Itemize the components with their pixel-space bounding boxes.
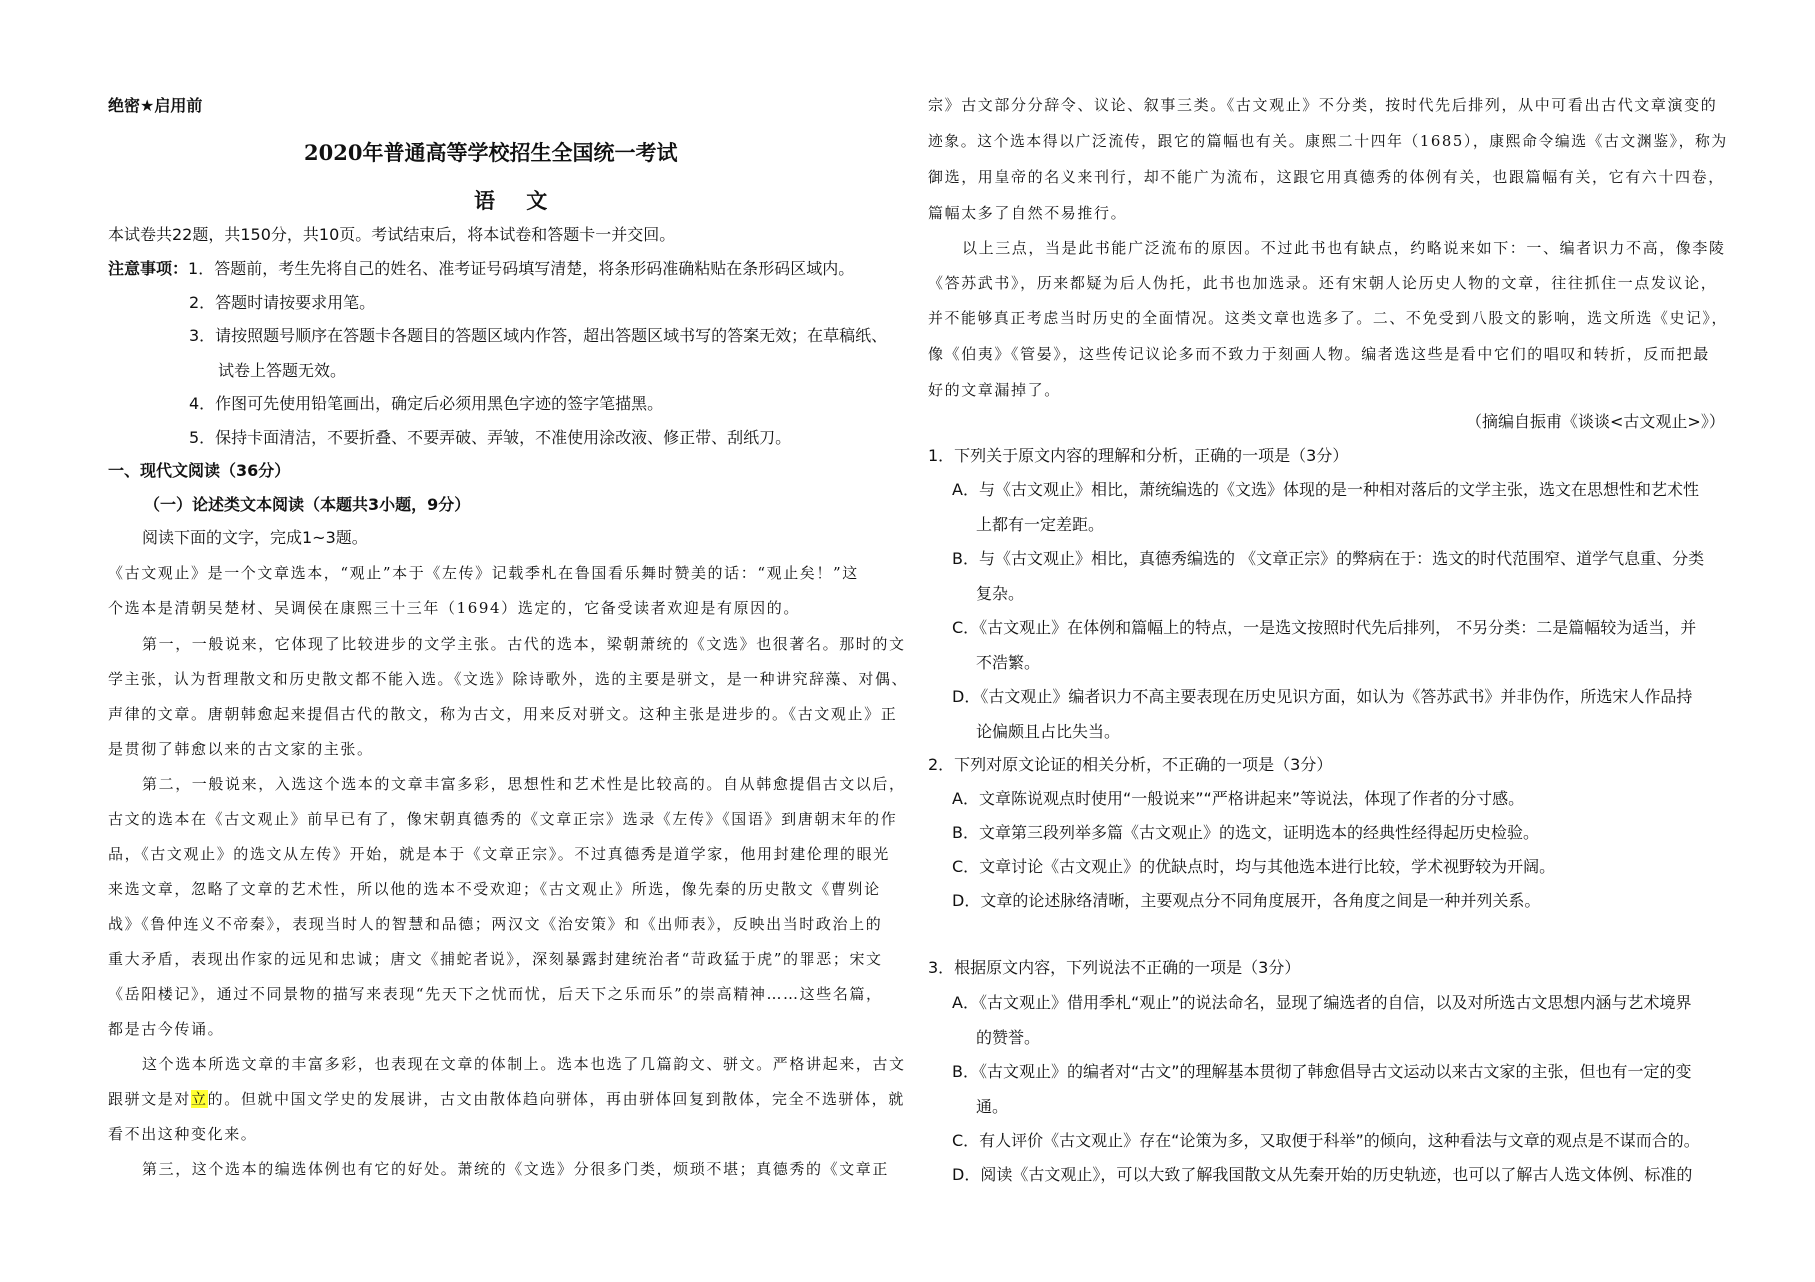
passage-line: 好的文章漏掉了。: [928, 381, 1061, 399]
passage-line: 这个选本所选文章的丰富多彩，也表现在文章的体制上。选本也选了几篇韵文、骈文。严格讲起来，古文: [142, 1055, 906, 1073]
q3-option-b-cont: 通。: [976, 1097, 1009, 1116]
q1-option-c-cont: 不浩繁。: [976, 653, 1041, 672]
question-2: 2．下列对原文论证的相关分析，不正确的一项是（3分）: [928, 755, 1333, 774]
note-1: 1．答题前，考生先将自己的姓名、准考证号码填写清楚，将条形码准确粘贴在条形码区域内。: [188, 259, 855, 278]
passage-text: 跟骈文是对: [108, 1090, 192, 1108]
q1-option-a: A．与《古文观止》相比，萧统编选的《文选》体现的是一种相对落后的文学主张，选文在思想性和艺术性: [952, 480, 1699, 499]
q3-option-c: C．有人评价《古文观止》存在“论策为多，又取便于科举”的倾向，这种看法与文章的观点是不谋而合的。: [952, 1131, 1700, 1150]
passage-line: 个选本是清朝吴楚材、吴调侯在康熙三十三年（1694）选定的，它备受读者欢迎是有原因的。: [108, 599, 800, 617]
q3-option-a-cont: 的赞誉。: [976, 1028, 1041, 1047]
passage-line: 战》《鲁仲连义不帝秦》，表现当时人的智慧和品德；两汉文《治安策》和《出师表》，反映出当时政治上的: [108, 915, 883, 933]
exam-title: 2020年普通高等学校招生全国统一考试: [304, 140, 678, 165]
passage-line: 像《伯夷》《管晏》，这些传记议论多而不致力于刻画人物。编者选这些是看中它们的唱叹和转折，反而把最: [928, 345, 1710, 363]
q3-option-d: D．阅读《古文观止》，可以大致了解我国散文从先秦开始的历史轨迹，也可以了解古人选文体例、标准的: [952, 1165, 1693, 1184]
passage-line: 以上三点，当是此书能广泛流布的原因。不过此书也有缺点，约略说来如下：一、编者识力不高，像李陵: [962, 239, 1726, 257]
q1-option-d-cont: 论偏颇且占比失当。: [976, 722, 1121, 741]
notes-line-1: [108, 259, 854, 279]
note-5: 5．保持卡面清洁，不要折叠、不要弄破、弄皱，不准使用涂改液、修正带、刮纸刀。: [189, 428, 792, 447]
exam-intro: 本试卷共22题，共150分，共10页。考试结束后，将本试卷和答题卡一并交回。: [108, 225, 676, 244]
passage-line: 是贯彻了韩愈以来的古文家的主张。: [108, 740, 374, 758]
q1-option-b-cont: 复杂。: [976, 584, 1025, 603]
passage-line: 并不能够真正考虑当时历史的全面情况。这类文章也选多了。二、不免受到八股文的影响，选文所选《史记》，: [928, 309, 1728, 327]
note-4: 4．作图可先使用铅笔画出，确定后必须用黑色字迹的签字笔描黑。: [189, 394, 664, 413]
passage-line: 《答苏武书》，历来都疑为后人伪托，此书也加选录。还有宋朝人论历史人物的文章，往往抓住一点发议论，: [928, 274, 1718, 292]
subsection-heading: （一）论述类文本阅读（本题共3小题，9分）: [144, 495, 471, 514]
passage-line: 重大矛盾，表现出作家的远见和忠诚；唐文《捕蛇者说》，深刻暴露封建统治者“苛政猛于虎”的罪恶；宋文: [108, 950, 883, 968]
q1-option-c: C．《古文观止》在体例和篇幅上的特点，一是选文按照时代先后排列， 不另分类：二是篇幅较为适当，并: [952, 618, 1697, 637]
passage-line: 迹象。这个选本得以广泛流传，跟它的篇幅也有关。康熙二十四年（1685），康熙命令编选《古文渊鉴》，称为: [928, 132, 1728, 150]
q3-option-b: B．《古文观止》的编者对“古文”的理解基本贯彻了韩愈倡导古文运动以来古文家的主张，但也有一定的变: [952, 1062, 1692, 1081]
q2-option-c: C．文章讨论《古文观止》的优缺点时，均与其他选本进行比较，学术视野较为开阔。: [952, 857, 1556, 876]
note-2: 2．答题时请按要求用笔。: [189, 293, 376, 312]
passage-text: 的。但就中国文学史的发展讲，古文由散体趋向骈体，再由骈体回复到散体，完全不选骈体，就: [207, 1090, 905, 1108]
passage-line: 学主张，认为哲理散文和历史散文都不能入选。《文选》除诗歌外，选的主要是骈文，是一种讲究辞藻、对偶、: [108, 670, 908, 688]
confidential-label: 绝密★启用前: [108, 96, 203, 115]
passage-line: 品，《古文观止》的选文从左传》开始，就是本于《文章正宗》。不过真德秀是道学家，他用封建伦理的眼光: [108, 845, 890, 863]
passage-line: 古文的选本在《古文观止》前早已有了，像宋朝真德秀的《文章正宗》选录《左传》《国语》到唐朝末年的作: [108, 810, 898, 828]
passage-line: [108, 1089, 905, 1109]
passage-line: 来选文章，忽略了文章的艺术性，所以他的选本不受欢迎；《古文观止》所选，像先秦的历史散文《曹刿论: [108, 880, 881, 898]
q1-option-a-cont: 上都有一定差距。: [976, 515, 1105, 534]
q1-option-d: D．《古文观止》编者识力不高主要表现在历史见识方面，如认为《答苏武书》并非伪作，所选宋人作品持: [952, 687, 1693, 706]
passage-line: 第二，一般说来，入选这个选本的文章丰富多彩，思想性和艺术性是比较高的。自从韩愈提倡古文以后，: [142, 775, 906, 793]
passage-line: 声律的文章。唐朝韩愈起来提倡古代的散文，称为古文，用来反对骈文。这种主张是进步的。《古文观止》正: [108, 705, 898, 723]
passage-line: 御选，用皇帝的名义来刊行，却不能广为流布，这跟它用真德秀的体例有关，也跟篇幅有关，它有六十四卷，: [928, 168, 1725, 186]
q2-option-d: D．文章的论述脉络清晰，主要观点分不同角度展开，各角度之间是一种并列关系。: [952, 891, 1541, 910]
notes-label: 注意事项：: [108, 259, 189, 278]
reading-prompt: 阅读下面的文字，完成1~3题。: [142, 528, 368, 547]
passage-line: 第三，这个选本的编选体例也有它的好处。萧统的《文选》分很多门类，烦琐不堪；真德秀的《文章正: [142, 1160, 890, 1178]
q3-option-a: A．《古文观止》借用季札“观止”的说法命名，显现了编选者的自信，以及对所选古文思想内涵与艺术境界: [952, 993, 1692, 1012]
passage-source: （摘编自振甫《谈谈<古文观止>》）: [1466, 412, 1725, 431]
subject-title: 语 文: [474, 189, 560, 213]
section-heading: 一、现代文阅读（36分）: [108, 461, 291, 480]
question-3: 3．根据原文内容，下列说法不正确的一项是（3分）: [928, 958, 1301, 977]
note-3a: 3．请按照题号顺序在答题卡各题目的答题区域内作答，超出答题区域书写的答案无效；在草稿纸、: [189, 326, 888, 345]
highlighted-char: 立: [191, 1090, 208, 1108]
q1-option-b: B．与《古文观止》相比，真德秀编选的 《文章正宗》的弊病在于：选文的时代范围窄、道学气息重、分类: [952, 549, 1705, 568]
passage-line: 《古文观止》是一个文章选本，“观止”本于《左传》记载季札在鲁国看乐舞时赞美的话：“观止矣！”这: [108, 564, 859, 582]
question-1: 1．下列关于原文内容的理解和分析，正确的一项是（3分）: [928, 446, 1349, 465]
note-3b: 试卷上答题无效。: [218, 361, 347, 380]
passage-line: 宗》古文部分分辞令、议论、叙事三类。《古文观止》不分类，按时代先后排列，从中可看出古代文章演变的: [928, 96, 1718, 114]
q2-option-b: B．文章第三段列举多篇《古文观止》的选文，证明选本的经典性经得起历史检验。: [952, 823, 1539, 842]
passage-line: 《岳阳楼记》，通过不同景物的描写来表现“先天下之忧而忧，后天下之乐而乐”的崇高精神……这些名篇，: [108, 985, 883, 1003]
q2-option-a: A．文章陈说观点时使用“一般说来”“严格讲起来”等说法，体现了作者的分寸感。: [952, 789, 1525, 808]
passage-line: 篇幅太多了自然不易推行。: [928, 204, 1128, 222]
passage-line: 第一，一般说来，它体现了比较进步的文学主张。古代的选本，梁朝萧统的《文选》也很著名。那时的文: [142, 635, 906, 653]
passage-line: 看不出这种变化来。: [108, 1125, 258, 1143]
passage-line: 都是古今传诵。: [108, 1020, 225, 1038]
